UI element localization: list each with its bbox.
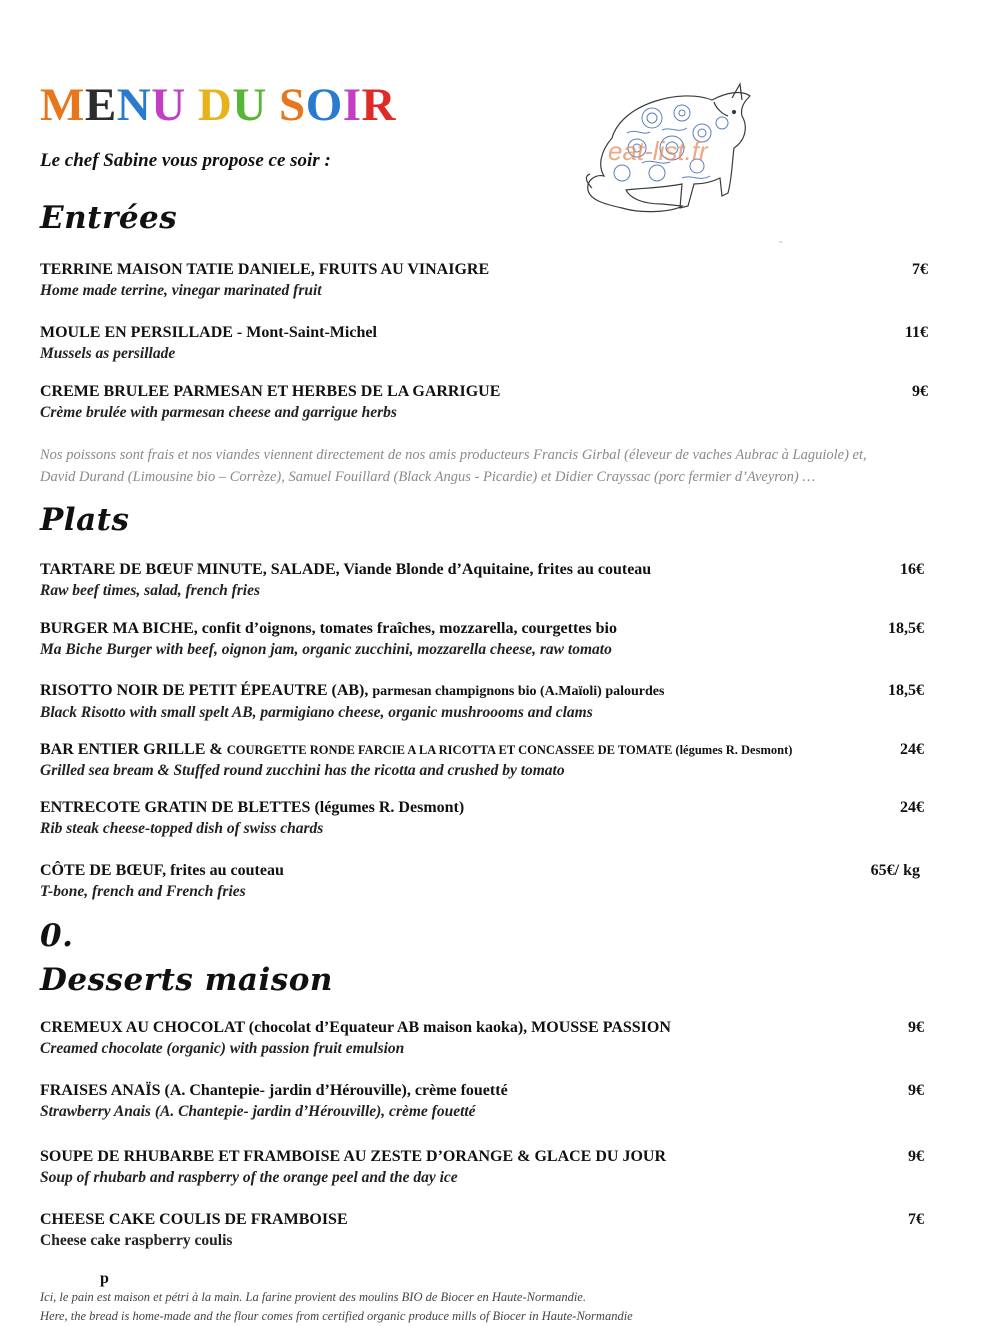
subtitle: Le chef Sabine vous propose ce soir : [40,150,331,171]
item-name: ENTRECOTE GRATIN DE BLETTES (légumes R. Desmont) [40,799,465,816]
menu-item [40,1081,928,1122]
section-marker: 0. [40,918,74,954]
item-description: Raw beef times, salad, french fries [40,582,260,599]
title-letter: E [84,79,117,131]
item-price: 65€/ kg [870,862,920,879]
item-description: Strawberry Anais (A. Chantepie- jardin d’Hérouville), crème fouetté [40,1103,476,1120]
item-name: CÔTE DE BŒUF, frites au couteau [40,862,284,879]
title-letter [267,79,279,131]
bread-note-line: Here, the bread is home-made and the flour comes from certified organic produce mills of Biocer in Haute-Normandie [40,1309,633,1323]
item-description: T-bone, french and French fries [40,883,246,900]
item-description: Black Risotto with small spelt AB, parmigiano cheese, organic mushroooms and clams [40,704,593,721]
item-name-detail: parmesan champignons bio (A.Maïoli) palourdes [372,684,665,699]
item-description: Creamed chocolate (organic) with passion fruit emulsion [40,1040,405,1057]
item-price: 9€ [912,383,928,400]
item-description: Soup of rhubarb and raspberry of the orange peel and the day ice [40,1169,458,1186]
item-price: 9€ [908,1082,924,1099]
title-letter: O [305,79,343,131]
item-description: Crème brulée with parmesan cheese and garrigue herbs [40,404,397,421]
item-price: 11€ [904,324,928,341]
menu-item [40,1147,928,1188]
item-name: BURGER MA BICHE, confit d’oignons, tomates fraîches, mozzarella, courgettes bio [40,620,617,637]
item-price: 24€ [900,799,924,816]
menu-item [40,260,928,301]
item-description: Cheese cake raspberry coulis [40,1232,233,1249]
title-letter: R [361,79,396,131]
title-letter: D [197,79,233,131]
item-name [40,681,928,702]
section-heading-desserts: Desserts maison [40,962,333,998]
item-name: CREME BRULEE PARMESAN ET HERBES DE LA GARRIGUE [40,383,501,400]
page-title [40,79,396,131]
bread-note [40,1288,633,1326]
title-letter: S [279,79,306,131]
item-description: Home made terrine, vinegar marinated fruit [40,282,322,299]
menu-item [40,323,928,364]
section-heading-entrees: Entrées [40,200,178,236]
watermark: eat-list.fr [608,136,708,166]
item-price: 18,5€ [888,682,924,699]
item-description: Grilled sea bream & Stuffed round zucchini has the ricotta and crushed by tomato [40,762,565,779]
item-name: CHEESE CAKE COULIS DE FRAMBOISE [40,1211,348,1228]
menu-item [40,560,928,601]
menu-item [40,740,928,781]
tiny-mark: ~ [779,240,783,246]
item-name-main: RISOTTO NOIR DE PETIT ÉPEAUTRE (AB), [40,682,373,699]
menu-item [40,1018,928,1059]
title-letter: N [116,79,152,131]
item-name-main: BAR ENTIER GRILLE & [40,741,227,758]
item-price: 9€ [908,1148,924,1165]
item-description: Mussels as persillade [40,345,176,362]
title-letter: U [151,79,186,131]
item-price: 7€ [908,1211,924,1228]
item-name: TERRINE MAISON TATIE DANIELE, FRUITS AU VINAIGRE [40,261,490,278]
menu-item [40,798,928,839]
title-letter [186,79,198,131]
menu-item [40,681,928,723]
section-heading-plats: Plats [40,502,130,538]
title-letter: M [40,79,85,131]
item-name [40,740,928,760]
title-letter: U [232,79,267,131]
item-price: 7€ [912,261,928,278]
item-name: TARTARE DE BŒUF MINUTE, SALADE, Viande Blonde d’Aquitaine, frites au couteau [40,561,652,578]
title-letter: I [342,79,362,131]
item-name: FRAISES ANAÏS (A. Chantepie- jardin d’Hérouville), crème fouetté [40,1082,508,1099]
item-description: Ma Biche Burger with beef, oignon jam, organic zucchini, mozzarella cheese, raw tomato [40,641,612,658]
producers-note-line: David Durand (Limousine bio – Corrèze), Samuel Fouillard (Black Angus - Picardie) et Didier Crayssac (porc fermier d’Aveyron) … [40,469,816,485]
menu-item [40,1210,928,1251]
footer-marker: p [100,1270,109,1287]
item-name: SOUPE DE RHUBARBE ET FRAMBOISE AU ZESTE D’ORANGE & GLACE DU JOUR [40,1148,667,1165]
item-price: 9€ [908,1019,924,1036]
item-name-detail: COURGETTE RONDE FARCIE A LA RICOTTA ET CONCASSEE DE TOMATE (légumes R. Desmont) [226,743,793,757]
menu-item [40,382,928,423]
bread-note-line: Ici, le pain est maison et pétri à la main. La farine provient des moulins BIO de Biocer en Haute-Normandie. [40,1290,586,1304]
item-name: MOULE EN PERSILLADE - Mont-Saint-Michel [40,324,377,341]
item-price: 16€ [900,561,924,578]
item-description: Rib steak cheese-topped dish of swiss chards [40,820,324,837]
producers-note-line: Nos poissons sont frais et nos viandes viennent directement de nos amis producteurs Francis Girbal (éleveur de vaches Aubrac à Laguiole) et, [40,447,867,463]
item-price: 24€ [900,741,924,758]
item-name: CREMEUX AU CHOCOLAT (chocolat d’Equateur AB maison kaoka), MOUSSE PASSION [40,1019,671,1036]
menu-item [40,619,928,660]
menu-item [40,861,928,902]
item-price: 18,5€ [888,620,924,637]
producers-note [40,444,867,488]
